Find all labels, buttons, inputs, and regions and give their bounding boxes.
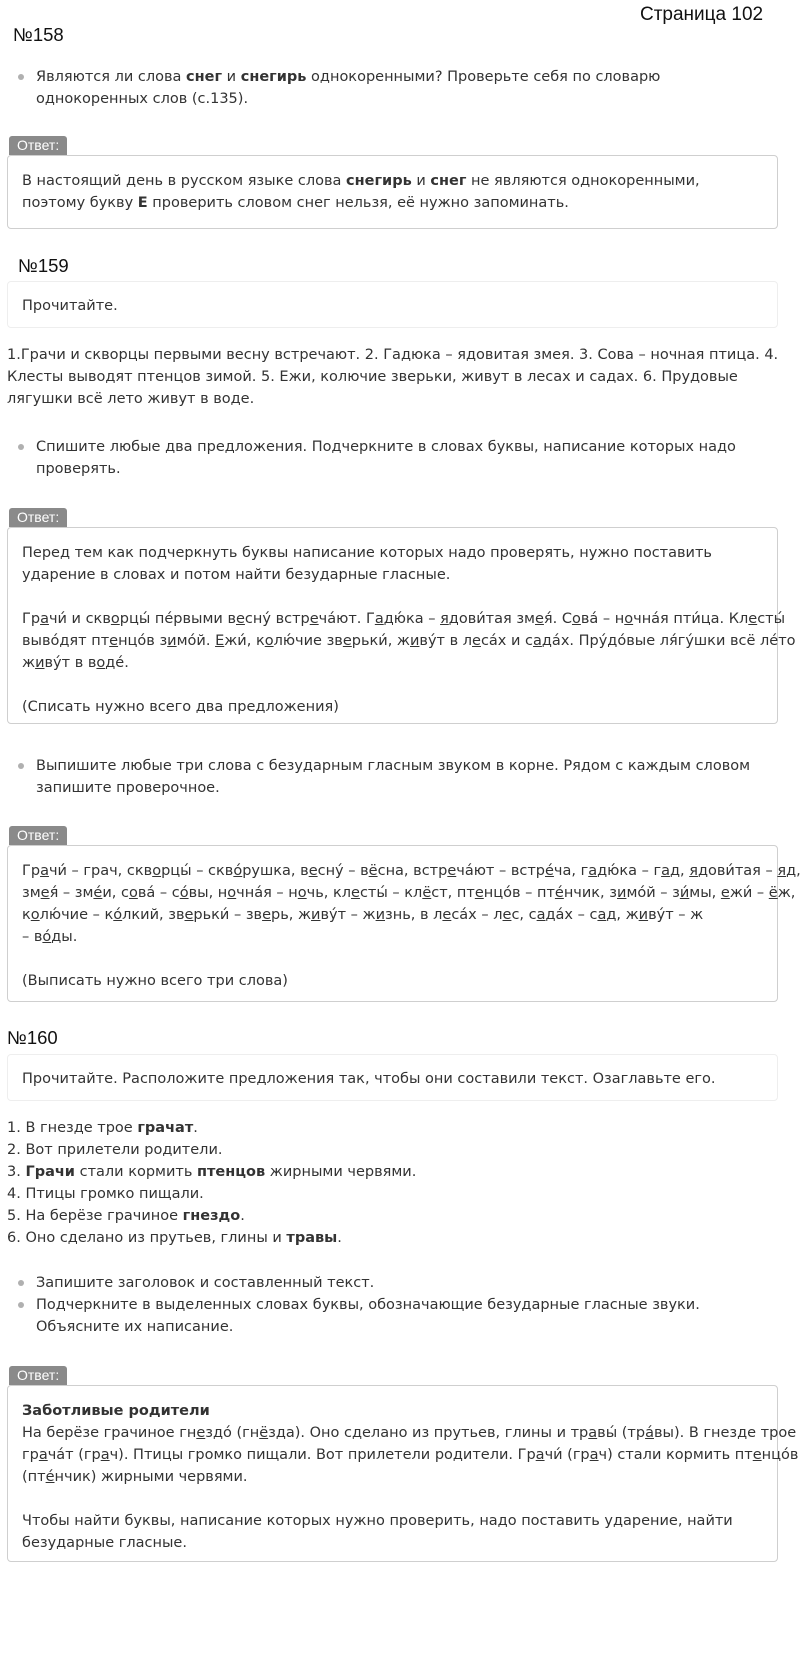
list-item: 4. Птицы громко пищали.	[7, 1186, 204, 1202]
list-item: 3. Грачи стали кормить птенцов жирными червями.	[7, 1164, 417, 1180]
instruction-box-160: Прочитайте. Расположите предложения так, чтобы они составили текст. Озаглавьте его.	[7, 1054, 778, 1101]
task-160-2: Подчеркните в выделенных словах буквы, обозначающие безударные гласные звуки. Объясните их написание.	[36, 1294, 756, 1338]
answer-intro: Перед тем как подчеркнуть буквы написание которых надо проверять, нужно поставить ударение в словах и потом найти безударные гласные.	[22, 545, 712, 583]
task-160-1: Запишите заголовок и составленный текст.	[36, 1272, 756, 1294]
answer-box-160	[7, 1385, 799, 1562]
answer-note: (Выписать нужно всего три слова)	[22, 973, 288, 989]
list-item: 1. В гнезде трое грачат.	[7, 1120, 198, 1136]
answer-label: Ответ:	[9, 826, 67, 845]
task-159-1: Спишите любые два предложения. Подчеркните в словах буквы, написание которых надо проверять.	[36, 436, 756, 480]
marked-line: выво́дят птенцо́в зимо́й. Ежи́, колю́чие зверьки́, живу́т в леса́х и сада́х. Пру́до́вые ля́гу́шки всё ле́то	[22, 633, 796, 649]
exercise-number-158: №158	[13, 24, 64, 45]
answer-note: Чтобы найти буквы, написание которых нужно проверить, надо поставить ударение, найти безударные гласные.	[22, 1513, 733, 1551]
instruction-box-159: Прочитайте.	[7, 281, 778, 328]
marked-line: грача́т (грач). Птицы громко пищали. Вот прилетели родители. Грачи́ (грач) стали кормить птенцо́в	[22, 1447, 799, 1463]
marked-line: Грачи́ и скворцы́ пе́рвыми весну́ встреча́ют. Гадю́ка – ядови́тая змея́. Сова́ – ночна́я пти́ца. Клесты́	[22, 611, 786, 627]
marked-line: На берёзе грачиное гнездо́ (гнёзда). Оно сделано из прутьев, глины и травы́ (тра́вы). В гнезде трое	[22, 1425, 797, 1441]
answer-note: (Списать нужно всего два предложения)	[22, 699, 339, 715]
sentence-list	[7, 1117, 787, 1249]
answer-box-159-2	[7, 845, 801, 1002]
answer-box-159-1	[7, 527, 796, 724]
marked-line: змея́ – зме́и, сова́ – со́вы, ночна́я – ночь, клесты́ – клёст, птенцо́в – пте́нчик, зимо́й – зи́мы, ежи́ – ёж,	[22, 885, 796, 901]
task-158: Являются ли слова снег и снегирь однокоренными? Проверьте себя по словарю однокоренных слов (с.135).	[36, 66, 756, 110]
answer-title: Заботливые родители	[22, 1403, 210, 1419]
answer-label: Ответ:	[9, 136, 67, 155]
task-159-2: Выпишите любые три слова с безударным гласным звуком в корне. Рядом с каждым словом запишите проверочное.	[36, 755, 756, 799]
marked-line: Грачи́ – грач, скворцы́ – скво́рушка, весну́ – вёсна, встреча́ют – встре́ча, гадю́ка – гад, ядови́тая – яд,	[22, 863, 801, 879]
marked-line: живу́т в воде́.	[22, 655, 129, 671]
text-159: 1.Грачи и скворцы первыми весну встречают. 2. Гадюка – ядовитая змея. 3. Сова – ночная птица. 4. Клесты выводят птенцов зимой. 5. Ежи, колючие зверьки, живут в лесах и садах. 6. Прудовые лягушки всё лето живут в воде.	[7, 347, 779, 407]
marked-line: колю́чие – ко́лкий, зверьки́ – зверь, живу́т – жизнь, в леса́х – лес, сада́х – сад, живу́т – ж	[22, 907, 704, 923]
answer-box-158: В настоящий день в русском языке слова снегирь и снег не являются однокоренными, поэтому букву Е проверить словом снег нельзя, её нужно запоминать.	[7, 155, 778, 229]
answer-label: Ответ:	[9, 508, 67, 527]
list-item: 5. На берёзе грачиное гнездо.	[7, 1208, 245, 1224]
exercise-number-159: №159	[18, 255, 69, 276]
marked-line: – во́ды.	[22, 929, 78, 945]
list-item: 2. Вот прилетели родители.	[7, 1142, 223, 1158]
marked-line: (пте́нчик) жирными червями.	[22, 1469, 248, 1485]
page-number: Страница 102	[640, 4, 764, 25]
answer-label: Ответ:	[9, 1366, 67, 1385]
list-item: 6. Оно сделано из прутьев, глины и травы.	[7, 1230, 342, 1246]
exercise-number-160: №160	[7, 1027, 58, 1048]
